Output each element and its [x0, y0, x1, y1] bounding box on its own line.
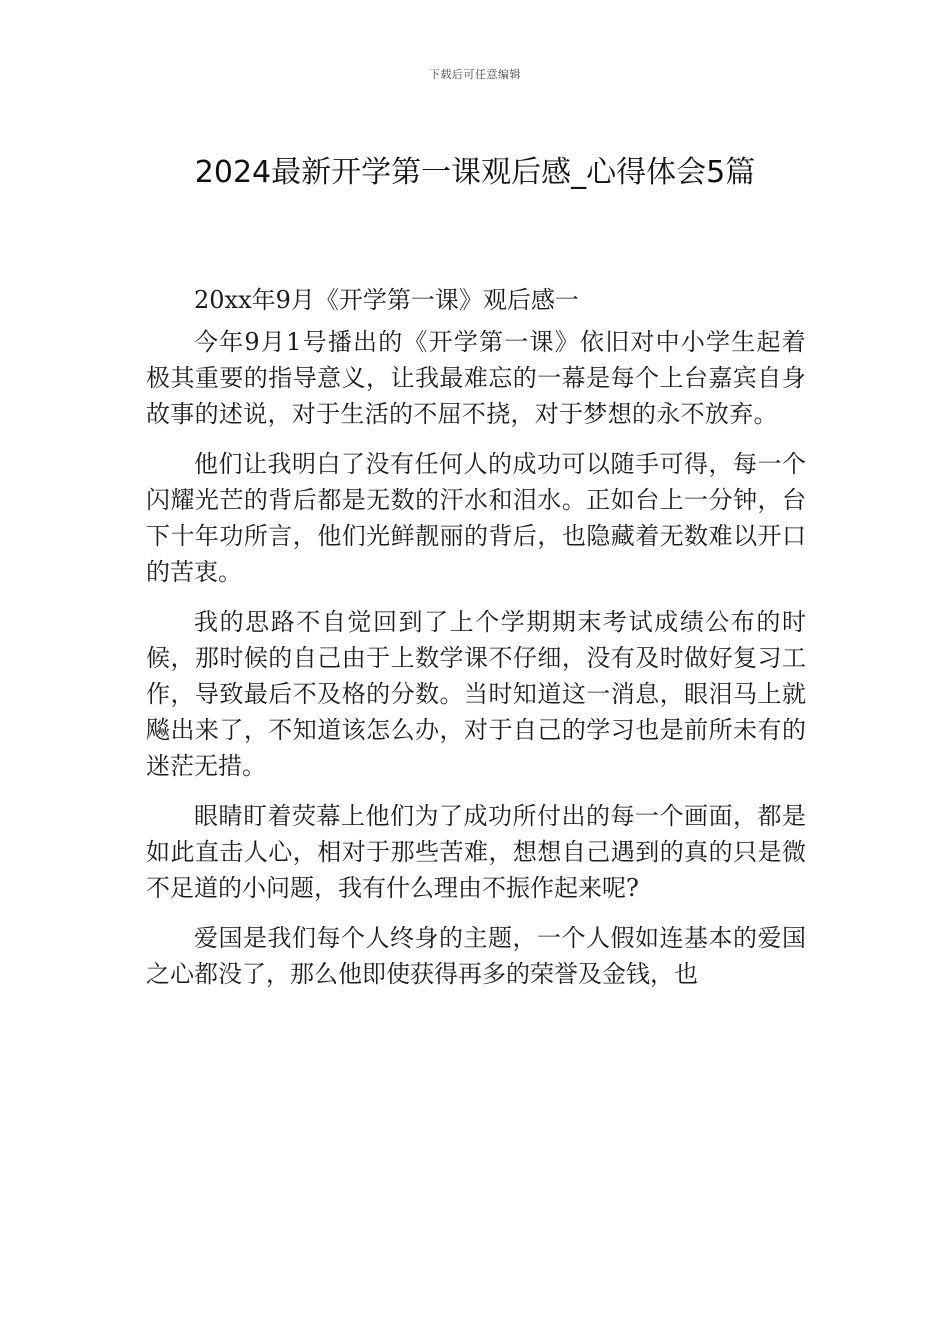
paragraph: 爱国是我们每个人终身的主题，一个人假如连基本的爱国之心都没了，那么他即使获得再多的荣誉及金钱，也 — [146, 924, 806, 988]
document-title: 2024最新开学第一课观后感_心得体会5篇 — [194, 155, 756, 190]
paragraph: 今年9月1号播出的《开学第一课》依旧对中小学生起着极其重要的指导意义，让我最难忘的一幕是每个上台嘉宾自身故事的述说，对于生活的不屈不挠，对于梦想的永不放弃。 — [146, 328, 806, 428]
paragraph: 眼睛盯着荧幕上他们为了成功所付出的每一个画面，都是如此直击人心，相对于那些苦难，想想自己遇到的真的只是微不足道的小问题，我有什么理由不振作起来呢? — [146, 802, 806, 902]
paragraph: 我的思路不自觉回到了上个学期期末考试成绩公布的时候，那时候的自己由于上数学课不仔细，没有及时做好复习工作，导致最后不及格的分数。当时知道这一消息，眼泪马上就飚出来了，不知道该怎么办，对于自己的学习也是前所未有的迷茫无措。 — [146, 608, 806, 780]
header-note: 下载后可任意编辑 — [429, 68, 521, 81]
paragraph: 他们让我明白了没有任何人的成功可以随手可得，每一个闪耀光芒的背后都是无数的汗水和泪水。正如台上一分钟，台下十年功所言，他们光鲜靓丽的背后，也隐藏着无数难以开口的苦衷。 — [146, 450, 806, 586]
section-heading: 20xx年9月《开学第一课》观后感一 — [194, 286, 579, 314]
document-body — [146, 282, 806, 1006]
